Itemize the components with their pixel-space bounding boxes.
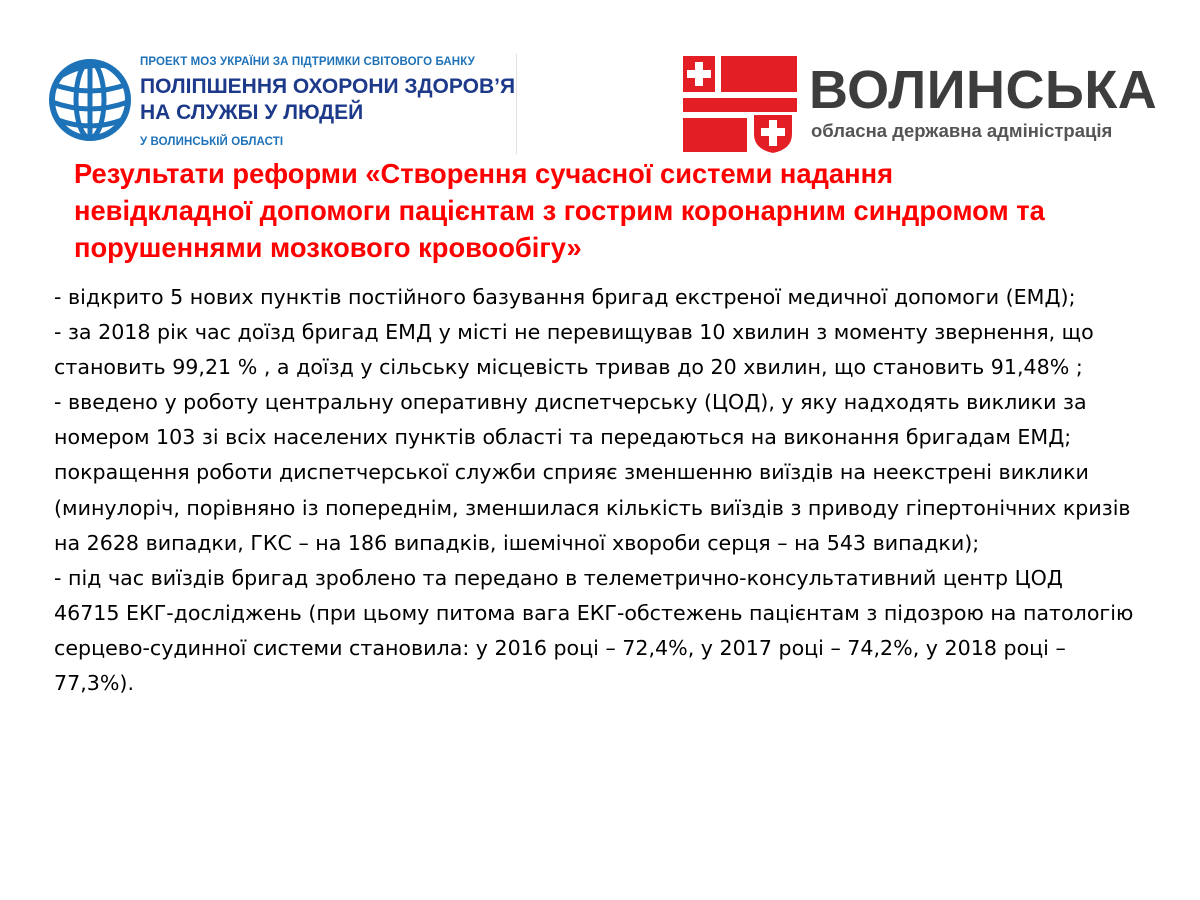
logo-divider [516,54,517,154]
result-item: - під час виїздів бригад зроблено та передано в телеметрично-консультативний центр ЦОД 46715 ЕКГ-досліджень (при цьому питома вага ЕКГ-обстежень пацієнтам з підозрою на патологію серцево-судинної системи становила: у 2016 році – 72,4%, у 2017 році – 74,2%, у 2018 році – 77,3%). [54,565,1134,696]
world-bank-project-logo [48,54,518,154]
project-region: У ВОЛИНСЬКІЙ ОБЛАСТІ [140,136,284,148]
world-bank-globe-icon [48,58,132,142]
project-name-line2: НА СЛУЖБІ У ЛЮДЕЙ [140,101,364,124]
project-name-line1: ПОЛІПШЕННЯ ОХОРОНИ ЗДОРОВ’Я [140,75,516,98]
result-item: - відкрито 5 нових пунктів постійного базування бригад екстреної медичної допомоги (ЕМД); [54,285,1076,309]
volyn-flag-emblem [681,54,799,154]
slide-title: Результати реформи «Створення сучасної системи надання невідкладної допомоги пацієнтам з гострим коронарним синдромом та порушеннями мозкового кровообігу» [74,158,1045,263]
result-item: - введено у роботу центральну оперативну диспетчерську (ЦОД), у яку надходять виклики за номером 103 зі всіх населених пунктів області та передаються на виконання бригадам ЕМД; покращення роботи диспетчерської служби сприяє зменшенню виїздів на неекстрені виклики (минулоріч, порівняно із попереднім, зменшилася кількість виїздів з приводу гіпертонічних кризів на 2628 випадки, ГКС – на 186 випадків, ішемічної хвороби серця – на 543 випадки); [54,390,1131,555]
results-list [54,280,1134,701]
result-item: - за 2018 рік час доїзд бригад ЕМД у місті не перевищував 10 хвилин з моменту звернення, що становить 99,21 % , а доїзд у сільську місцевість тривав до 20 хвилин, що становить 91,48% ; [54,320,1094,380]
administration-subtitle: обласна державна адміністрація [811,120,1113,141]
project-caption: ПРОЕКТ МОЗ УКРАЇНИ ЗА ПІДТРИМКИ СВІТОВОГО БАНКУ [140,56,475,68]
volyn-administration-logo [681,54,1158,154]
region-name: ВОЛИНСЬКА [809,60,1158,120]
